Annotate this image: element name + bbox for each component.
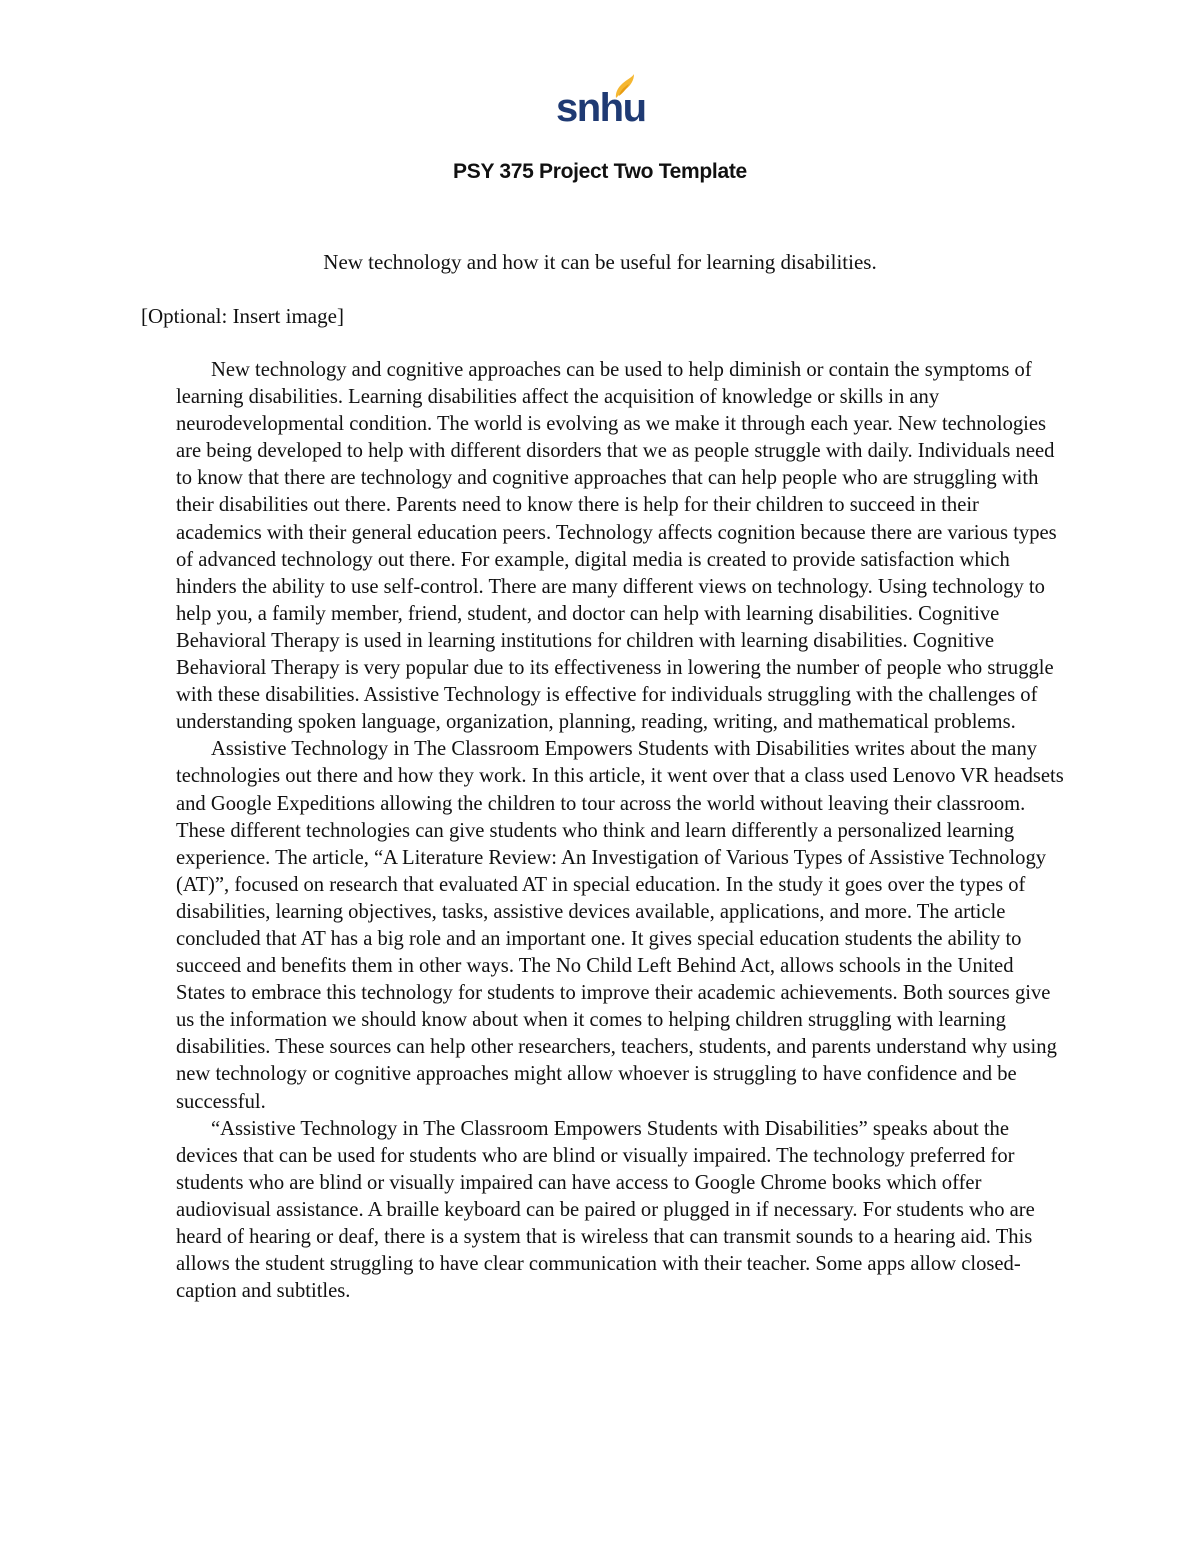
snhu-logo [553,74,646,134]
logo-wordmark: snhu [556,86,646,130]
document-title: PSY 375 Project Two Template [453,160,747,183]
body-paragraph: “Assistive Technology in The Classroom Empowers Students with Disabilities” speaks about the devices that can be used for students who are blind or visually impaired. The technology preferred for students who are blind or visually impaired can have access to Google Chrome books which offer audiovisual assistance. A braille keyboard can be paired or plugged in if necessary. For students who are heard of hearing or deaf, there is a system that is wireless that can transmit sounds to a hearing aid. This allows the student struggling to have clear communication with their teacher. Some apps allow closed-caption and subtitles. [176,1117,1035,1303]
body-paragraph: New technology and cognitive approaches can be used to help diminish or contain the symptoms of learning disabilities. Learning disabilities affect the acquisition of knowledge or skills in any neurodevelopmental condition. The world is evolving as we make it through each year. New technologies are being developed to help with different disorders that we as people struggle with daily. Individuals need to know that there are technology and cognitive approaches that can help people who are struggling with their disabilities out there. Parents need to know there is help for their children to succeed in their academics with their general education peers. Technology affects cognition because there are various types of advanced technology out there. For example, digital media is created to provide satisfaction which hinders the ability to use self-control. There are many different views on technology. Using technology to help you, a family member, friend, student, and doctor can help with learning disabilities. Cognitive Behavioral Therapy is used in learning institutions for children with learning disabilities. Cognitive Behavioral Therapy is very popular due to its effectiveness in lowering the number of people who struggle with these disabilities. Assistive Technology is effective for individuals struggling with the challenges of understanding spoken language, organization, planning, reading, writing, and mathematical problems. [176,359,1057,734]
optional-image-note: [Optional: Insert image] [141,304,344,328]
document-subtitle: New technology and how it can be useful for learning disabilities. [323,250,877,274]
body-paragraph: Assistive Technology in The Classroom Empowers Students with Disabilities writes about the many technologies out there and how they work. In this article, it went over that a class used Lenovo VR headsets and Google Expeditions allowing the children to tour across the world without leaving their classroom. These different technologies can give students who think and learn differently a personalized learning experience. The article, “A Literature Review: An Investigation of Various Types of Assistive Technology (AT)”, focused on research that evaluated AT in special education. In the study it goes over the types of disabilities, learning objectives, tasks, assistive devices available, applications, and more. The article concluded that AT has a big role and an important one. It gives special education students the ability to succeed and benefits them in other ways. The No Child Left Behind Act, allows schools in the United States to embrace this technology for students to improve their academic achievements. Both sources give us the information we should know about when it comes to helping children struggling with learning disabilities. These sources can help other researchers, teachers, students, and parents understand why using new technology or cognitive approaches might allow whoever is struggling to have confidence and be successful. [176,738,1064,1113]
document-body [176,357,1064,1305]
